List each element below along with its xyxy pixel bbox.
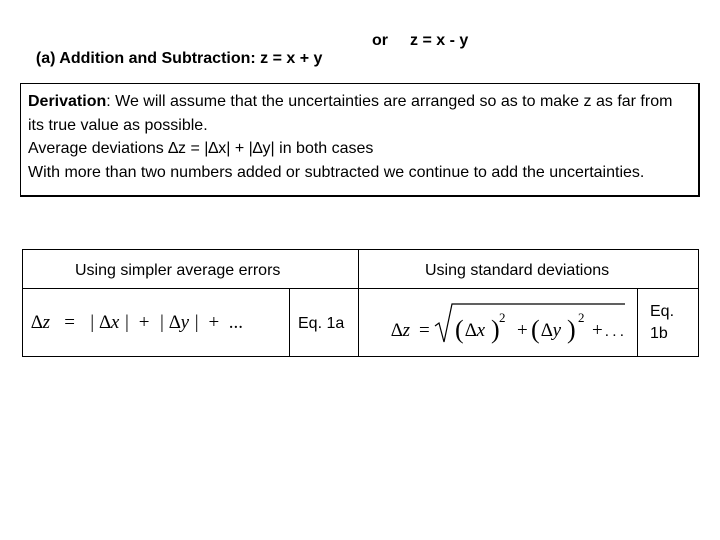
derivation-box	[20, 83, 700, 197]
equation-label-1b-line2: 1b	[650, 325, 668, 342]
heading-alt: z = x - y	[410, 32, 469, 49]
heading-main: (a) Addition and Subtraction: z = x + y	[35, 50, 323, 67]
formula1-plus1: +	[138, 312, 150, 333]
derivation-text: : We will assume that the uncertainties are arranged so as to make z as far from its true value as possible.	[28, 93, 673, 134]
formula2-paren: (	[455, 315, 464, 344]
equation-label-1a: Eq. 1a	[298, 315, 345, 332]
formula2-term2: ∆y	[541, 320, 562, 341]
table-divider	[289, 289, 290, 356]
formula1-lhs: ∆z	[31, 312, 51, 333]
formula1-equals: =	[64, 312, 75, 333]
derivation-line-3: With more than two numbers added or subtracted we continue to add the uncertainties.	[28, 163, 645, 181]
formula-standard-deviations	[383, 298, 633, 348]
formula2-dots: . . .	[605, 324, 624, 340]
equation-label-1b	[650, 301, 674, 345]
formula1-dots: ...	[228, 312, 243, 333]
formula2-paren: )	[567, 315, 576, 344]
formula1-term2: | ∆y |	[158, 312, 199, 333]
formula2-term1: ∆x	[465, 320, 486, 341]
formula2-paren: (	[531, 315, 540, 344]
table-divider	[637, 289, 638, 356]
formula2-equals: =	[419, 320, 430, 341]
formula2-lhs: ∆z	[391, 320, 411, 341]
formula2-exp2: 2	[578, 310, 585, 325]
formula2-plus2: +	[592, 320, 603, 341]
heading-or: or	[372, 32, 388, 49]
equation-label-1b-line1: Eq.	[650, 303, 675, 320]
table-divider	[358, 250, 359, 356]
equation-table	[22, 249, 699, 357]
column-header-average-errors: Using simpler average errors	[75, 262, 281, 279]
table-divider	[23, 288, 698, 289]
derivation-line-1	[28, 90, 692, 137]
formula-average-errors	[31, 312, 243, 334]
derivation-label: Derivation	[28, 93, 107, 110]
column-header-standard-deviations: Using standard deviations	[425, 262, 610, 279]
formula1-term1: | ∆x |	[89, 312, 130, 333]
formula2-exp1: 2	[499, 310, 506, 325]
formula2-paren: )	[491, 315, 500, 344]
formula2-plus1: +	[517, 320, 528, 341]
formula1-plus2: +	[208, 312, 220, 333]
derivation-line-2: Average deviations ∆z = |∆x| + |∆y| in both cases	[28, 140, 374, 157]
